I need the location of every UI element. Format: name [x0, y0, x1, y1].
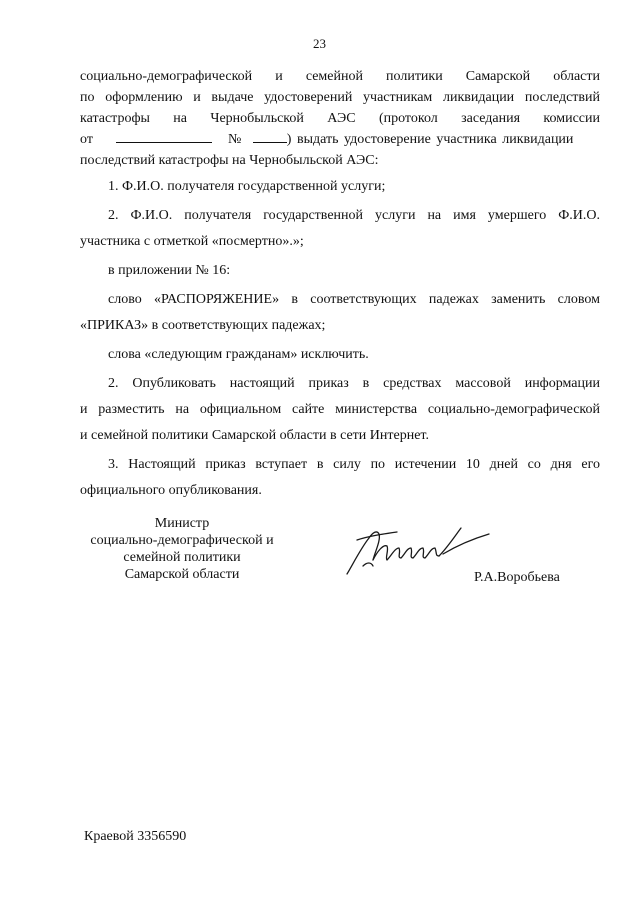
text-line: официального опубликования.: [80, 483, 262, 498]
registration-number: Краевой 3356590: [84, 829, 187, 844]
text-line: в приложении № 16:: [108, 263, 231, 278]
number-blank: [253, 130, 287, 143]
document-body: [80, 66, 600, 501]
page-number: 23: [313, 36, 326, 51]
text-line: слова «следующим гражданам» исключить.: [108, 347, 369, 362]
text-line: слово «РАСПОРЯЖЕНИЕ» в соответствующих падежах заменить словом: [108, 292, 600, 307]
text-line: участника с отметкой «посмертно».»;: [80, 234, 304, 249]
signoff-line: семейной политики: [123, 550, 241, 565]
text-line: катастрофы на Чернобыльской АЭС (протокол заседания комиссии: [80, 111, 600, 126]
text-line: и разместить на официальном сайте министерства социально-демографической: [80, 402, 600, 417]
text-line: и семейной политики Самарской области в сети Интернет.: [80, 428, 429, 443]
text-line: 2. Ф.И.О. получателя государственной услуги на имя умершего Ф.И.О.: [108, 208, 600, 223]
text-line: по оформлению и выдаче удостоверений участникам ликвидации последствий: [80, 90, 600, 105]
signature-icon: [343, 518, 493, 582]
signoff-line: Самарской области: [124, 567, 240, 582]
signer-name: Р.А.Воробьева: [474, 570, 560, 585]
text-fragment: №: [227, 132, 242, 147]
date-blank: [116, 130, 212, 143]
signoff-line: Министр: [154, 516, 210, 531]
text-fragment: ) выдать удостоверение участника ликвидации: [286, 132, 574, 147]
text-line: 3. Настоящий приказ вступает в силу по истечении 10 дней со дня его: [108, 457, 600, 472]
text-line: 1. Ф.И.О. получателя государственной услуги;: [108, 179, 386, 194]
signoff-line: социально-демографической и: [90, 533, 274, 548]
text-line: социально-демографической и семейной политики Самарской области: [80, 69, 600, 84]
signatory-title: [62, 515, 302, 583]
text-line: «ПРИКАЗ» в соответствующих падежах;: [80, 318, 326, 333]
text-line: 2. Опубликовать настоящий приказ в средствах массовой информации: [108, 376, 600, 391]
text-line: последствий катастрофы на Чернобыльской АЭС:: [80, 153, 379, 168]
protocol-line: [80, 129, 600, 150]
text-fragment: от: [80, 132, 93, 147]
